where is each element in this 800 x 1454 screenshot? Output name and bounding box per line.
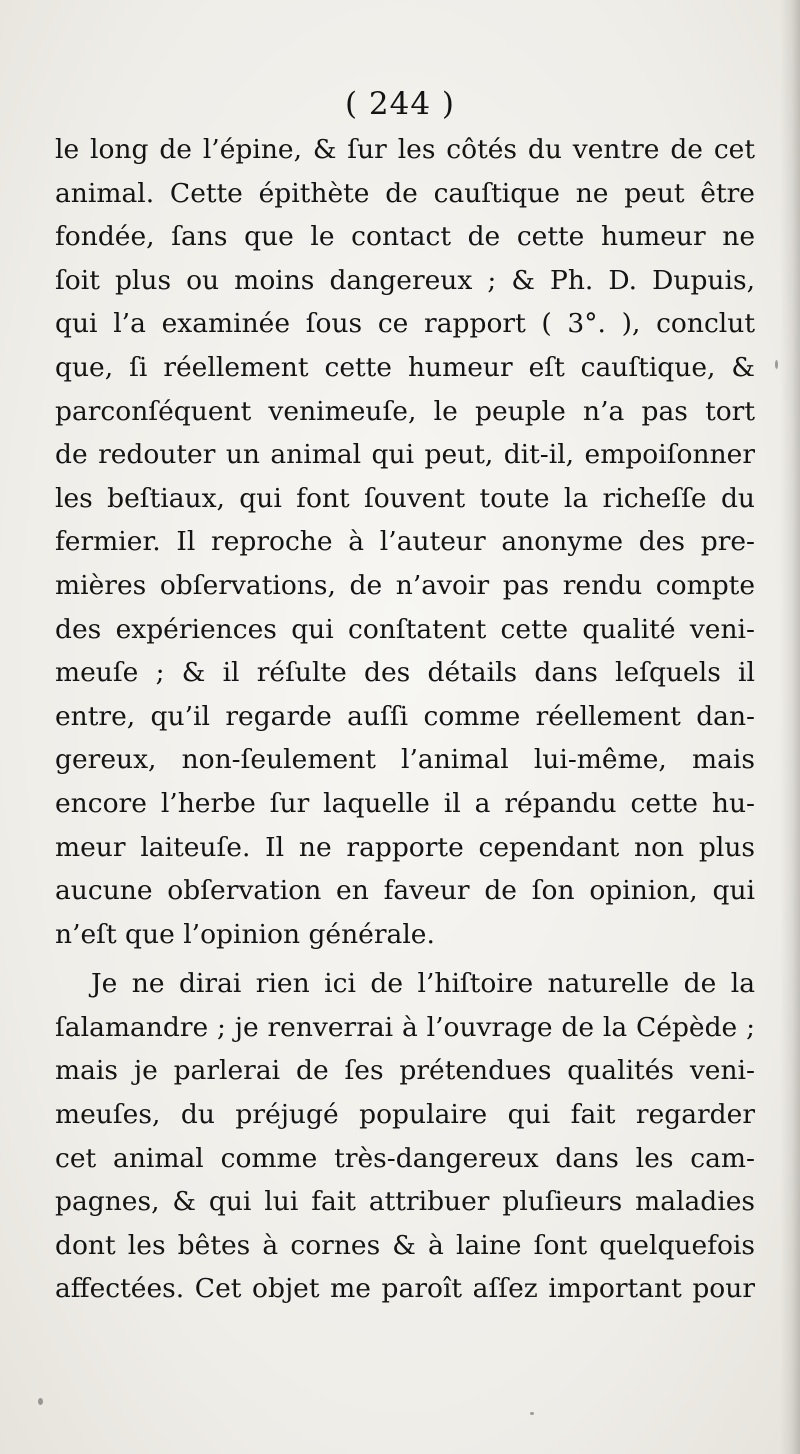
page-number: ( 244 ) xyxy=(344,86,456,122)
text-line: affectées. Cet objet me paroît aſſez important pour xyxy=(55,1273,755,1305)
text-line: de redouter un animal qui peut, dit-il, empoiſonner xyxy=(55,439,755,471)
text-line: aucune obſervation en faveur de ſon opinion, qui xyxy=(55,875,755,907)
text-line: Je ne dirai rien ici de l’hiſtoire naturelle de la xyxy=(91,968,755,1000)
text-body xyxy=(55,128,755,1311)
text-line: le long de l’épine, & ſur les côtés du ventre de cet xyxy=(55,134,755,165)
text-line: meur laiteuſe. Il ne rapporte cependant non plus xyxy=(55,831,755,863)
text-line: les beſtiaux, qui font ſouvent toute la richeſſe du xyxy=(55,482,755,514)
text-line: n’eſt que l’opinion générale. xyxy=(55,918,435,950)
text-line: que, ſi réellement cette humeur eſt cauſtique, & xyxy=(55,351,755,383)
text-line: parconſéquent venimeuſe, le peuple n’a pas tort xyxy=(55,395,755,427)
text-line: des expériences qui conſtatent cette qualité veni- xyxy=(55,613,755,645)
text-line: mais je parlerai de ſes prétendues qualités veni- xyxy=(55,1055,755,1087)
text-line: entre, qu’il regarde auſſi comme réellement dan- xyxy=(55,700,755,732)
text-line: qui l’a examinée ſous ce rapport ( 3°. ), conclut xyxy=(55,308,755,340)
text-line: meuſe ; & il réſulte des détails dans leſquels il xyxy=(55,657,755,689)
text-line: ſoit plus ou moins dangereux ; & Ph. D. Dupuis, xyxy=(55,264,755,296)
text-line: gereux, non-ſeulement l’animal lui-même, mais xyxy=(55,744,755,776)
text-line: fondée, ſans que le contact de cette humeur ne xyxy=(55,221,755,253)
text-line: fermier. Il reproche à l’auteur anonyme des pre- xyxy=(55,526,755,558)
text-line: encore l’herbe ſur laquelle il a répandu cette hu- xyxy=(55,787,755,819)
page-edge-shadow xyxy=(780,0,800,1454)
paper-speck xyxy=(38,1398,43,1405)
paragraph-2 xyxy=(55,962,755,1311)
text-line: ſalamandre ; je renverrai à l’ouvrage de la Cépède ; xyxy=(55,1011,755,1043)
paper-speck xyxy=(530,1412,534,1415)
paper-speck xyxy=(775,360,778,369)
text-line: meuſes, du préjugé populaire qui fait regarder xyxy=(55,1099,755,1131)
text-line: mières obſervations, de n’avoir pas rendu compte xyxy=(55,569,755,601)
text-line: animal. Cette épithète de cauſtique ne peut être xyxy=(55,177,755,209)
text-line: dont les bêtes à cornes & à laine ſont quelquefois xyxy=(55,1229,755,1261)
text-line: pagnes, & qui lui fait attribuer pluſieurs maladies xyxy=(55,1186,755,1218)
paragraph-1 xyxy=(55,128,755,956)
text-line: cet animal comme très-dangereux dans les cam- xyxy=(55,1142,755,1174)
